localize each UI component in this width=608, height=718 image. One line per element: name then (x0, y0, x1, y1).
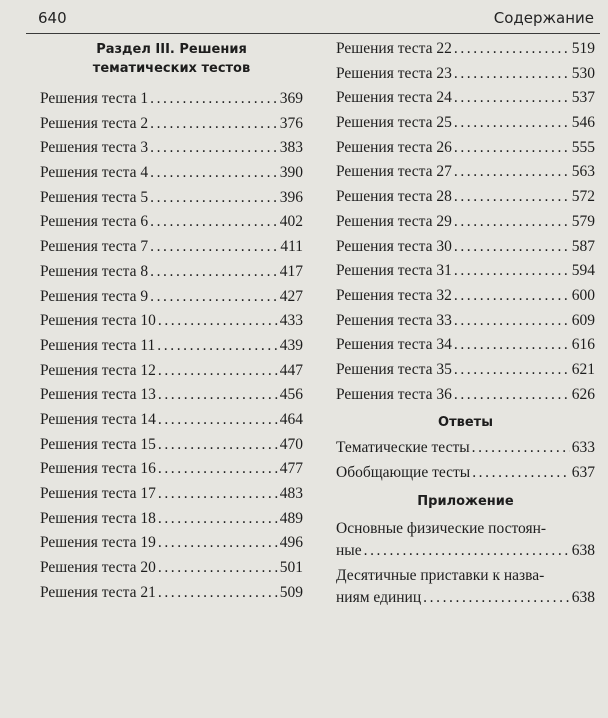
toc-entry (40, 309, 303, 334)
dot-leader (454, 111, 570, 136)
dot-leader (158, 482, 278, 507)
toc-entry-title: Решения теста 10 (40, 312, 156, 330)
toc-entry-page: 563 (571, 163, 595, 181)
toc-entry-title: Решения теста 19 (40, 534, 156, 552)
toc-entry (336, 383, 595, 408)
toc-entry-page: 519 (571, 40, 595, 57)
toc-entry-title: Решения теста 29 (336, 212, 452, 230)
dot-leader (158, 581, 278, 606)
toc-entry-page: 433 (279, 312, 303, 330)
dot-leader (454, 383, 570, 408)
dot-leader (158, 309, 278, 334)
toc-entry (40, 186, 303, 211)
toc-entry-page: 417 (279, 262, 303, 280)
dot-leader (454, 136, 570, 161)
header-rule (26, 33, 600, 34)
dot-leader (454, 333, 570, 358)
toc-entry-page: 509 (279, 583, 303, 601)
toc-entry-title: Решения теста 36 (336, 385, 452, 403)
dot-leader (454, 259, 570, 284)
toc-entry (336, 160, 595, 185)
dot-leader (150, 235, 278, 260)
dot-leader (157, 334, 277, 359)
toc-entry-title: Обобщающие тесты (336, 464, 471, 481)
toc-entry (40, 136, 303, 161)
dot-leader (364, 540, 570, 562)
dot-leader (454, 185, 570, 210)
toc-entry-title: Решения теста 1 (40, 90, 149, 107)
dot-leader (150, 161, 278, 186)
dot-leader (454, 86, 570, 111)
toc-entry-title: Решения теста 5 (40, 188, 149, 206)
dot-leader (158, 556, 278, 581)
toc-entry-title-line2: ные (336, 541, 362, 559)
toc-entry-page: 616 (571, 336, 595, 354)
toc-entry (40, 556, 303, 581)
toc-entry-title: Решения теста 7 (40, 238, 149, 256)
toc-entry-page: 383 (279, 139, 303, 157)
toc-entry-title: Решения теста 32 (336, 286, 452, 304)
toc-entry-title: Решения теста 26 (336, 138, 452, 156)
toc-entry (336, 37, 595, 62)
toc-entry-page: 427 (279, 287, 303, 305)
toc-entry-page: 456 (279, 386, 303, 404)
toc-entry-page: 530 (571, 64, 595, 82)
dot-leader (150, 285, 278, 310)
toc-entry-line2 (336, 540, 595, 562)
toc-entry-title: Решения теста 2 (40, 114, 149, 132)
toc-entry-page: 470 (279, 435, 303, 453)
dot-leader (158, 457, 278, 482)
toc-entry-title: Тематические тесты (336, 439, 470, 457)
dot-leader (150, 260, 278, 285)
toc-entry (40, 285, 303, 310)
dot-leader (454, 235, 570, 260)
toc-entry-page: 600 (571, 286, 595, 304)
toc-entry-page: 496 (279, 534, 303, 552)
dot-leader (158, 359, 278, 384)
toc-entry-page: 572 (571, 188, 595, 206)
toc-entry-title: Решения теста 35 (336, 360, 452, 378)
toc-entry-title-line2: ниям единиц (336, 588, 422, 606)
toc-entry-page: 376 (279, 114, 303, 132)
toc-entry-page: 555 (571, 138, 595, 156)
toc-entry-page: 402 (279, 213, 303, 231)
toc-entry-title: Решения теста 11 (40, 336, 156, 354)
toc-entry-page: 594 (571, 262, 595, 280)
toc-entry (40, 359, 303, 384)
dot-leader (472, 461, 570, 486)
toc-entry-page: 537 (571, 89, 595, 107)
toc-entry (40, 457, 303, 482)
toc-entry-page: 637 (571, 464, 595, 481)
dot-leader (150, 136, 278, 161)
toc-entry (336, 461, 595, 486)
toc-entry (40, 112, 303, 137)
toc-entry-two-line (336, 518, 595, 562)
section-title (40, 37, 303, 87)
appendix-title: Приложение (417, 493, 514, 509)
toc-entry (336, 111, 595, 136)
toc-entry-title: Решения теста 24 (336, 89, 452, 107)
toc-entry (336, 259, 595, 284)
toc-entry-page: 411 (280, 238, 303, 256)
toc-entry (336, 235, 595, 260)
toc-entry (336, 358, 595, 383)
toc-entry (40, 581, 303, 606)
dot-leader (150, 87, 278, 112)
toc-entry-title: Решения теста 30 (336, 237, 452, 255)
section-title-line1: Раздел III. Решения (96, 42, 247, 57)
right-entries (336, 37, 595, 407)
toc-entry-page: 609 (571, 311, 595, 329)
answers-title: Ответы (438, 415, 493, 431)
dot-leader (150, 186, 278, 211)
toc-entry-title: Решения теста 31 (336, 262, 452, 280)
toc-entry (40, 235, 303, 260)
dot-leader (158, 531, 278, 556)
toc-entry-title: Решения теста 20 (40, 559, 156, 577)
toc-entry-page: 501 (279, 559, 303, 577)
toc-entry-title: Решения теста 22 (336, 40, 452, 57)
toc-entry-title: Решения теста 18 (40, 509, 156, 527)
toc-entry-page: 447 (279, 361, 303, 379)
toc-entry-title: Решения теста 4 (40, 164, 149, 182)
dot-leader (454, 62, 570, 87)
toc-entry-two-line (336, 565, 595, 609)
toc-entry-page: 638 (571, 588, 595, 606)
toc-entry (336, 62, 595, 87)
toc-entry (336, 86, 595, 111)
toc-entry-title: Решения теста 15 (40, 435, 156, 453)
toc-entry-line2 (336, 587, 595, 609)
toc-entry (40, 260, 303, 285)
toc-entry-title: Решения теста 13 (40, 386, 156, 404)
toc-entry-title: Решения теста 28 (336, 188, 452, 206)
dot-leader (423, 587, 570, 609)
dot-leader (454, 160, 570, 185)
toc-entry-page: 626 (571, 385, 595, 403)
dot-leader (158, 433, 278, 458)
toc-entry (40, 482, 303, 507)
toc-entry-title: Решения теста 21 (40, 583, 156, 601)
toc-entry-page: 587 (571, 237, 595, 255)
toc-entry-title: Решения теста 34 (336, 336, 452, 354)
left-entries (40, 87, 303, 605)
toc-entry-title: Решения теста 16 (40, 460, 156, 478)
toc-entry-title: Решения теста 8 (40, 262, 149, 280)
toc-entry-page: 390 (279, 164, 303, 182)
toc-entry-title: Решения теста 33 (336, 311, 452, 329)
running-title: Содержание (493, 9, 594, 27)
toc-entry (40, 87, 303, 112)
toc-entry (336, 436, 595, 461)
toc-entry-page: 638 (571, 541, 595, 559)
toc-entry-page: 369 (279, 90, 303, 107)
dot-leader (158, 408, 278, 433)
toc-entry-title: Решения теста 23 (336, 64, 452, 82)
toc-entry (336, 185, 595, 210)
toc-entry (40, 531, 303, 556)
page-number: 640 (38, 9, 67, 27)
toc-entry-title: Решения теста 6 (40, 213, 149, 231)
toc-entry-page: 439 (279, 336, 303, 354)
toc-entry-page: 396 (279, 188, 303, 206)
toc-entry (40, 161, 303, 186)
toc-entry-title: Решения теста 25 (336, 114, 452, 132)
toc-left-column (40, 37, 303, 605)
toc-entry (336, 309, 595, 334)
toc-entry (40, 507, 303, 532)
toc-entry-title: Решения теста 14 (40, 410, 156, 428)
dot-leader (454, 284, 570, 309)
dot-leader (454, 37, 570, 62)
toc-entry-page: 546 (571, 114, 595, 132)
section-title-line2: тематических тестов (92, 61, 251, 76)
toc-entry (40, 210, 303, 235)
dot-leader (150, 112, 278, 137)
toc-entry (336, 210, 595, 235)
toc-entry-page: 633 (571, 439, 595, 457)
toc-entry (40, 334, 303, 359)
answer-entries (336, 436, 595, 485)
toc-entry (336, 136, 595, 161)
toc-entry-title-line1: Основные физические постоян- (336, 519, 547, 537)
toc-entry (40, 383, 303, 408)
toc-entry-title: Решения теста 9 (40, 287, 149, 305)
dot-leader (454, 210, 570, 235)
toc-entry-page: 477 (279, 460, 303, 478)
appendix-entries (336, 518, 595, 609)
dot-leader (454, 309, 570, 334)
dot-leader (158, 507, 278, 532)
toc-entry-title: Решения теста 17 (40, 485, 156, 502)
toc-entry-title-line1: Десятичные приставки к назва- (336, 566, 545, 584)
page-header (0, 0, 608, 34)
dot-leader (150, 210, 278, 235)
toc-entry (336, 284, 595, 309)
toc-entry-title: Решения теста 3 (40, 139, 149, 157)
toc-entry-page: 483 (279, 485, 303, 502)
dot-leader (454, 358, 570, 383)
toc-entry-title: Решения теста 12 (40, 361, 156, 379)
dot-leader (472, 436, 570, 461)
toc-entry (40, 433, 303, 458)
toc-entry-page: 579 (571, 212, 595, 230)
toc-entry (40, 408, 303, 433)
toc-entry-page: 464 (279, 410, 303, 428)
toc-entry-title: Решения теста 27 (336, 163, 452, 181)
dot-leader (158, 383, 278, 408)
toc-right-column (336, 37, 595, 609)
toc-entry (336, 333, 595, 358)
toc-entry-page: 489 (279, 509, 303, 527)
toc-entry-page: 621 (571, 360, 595, 378)
